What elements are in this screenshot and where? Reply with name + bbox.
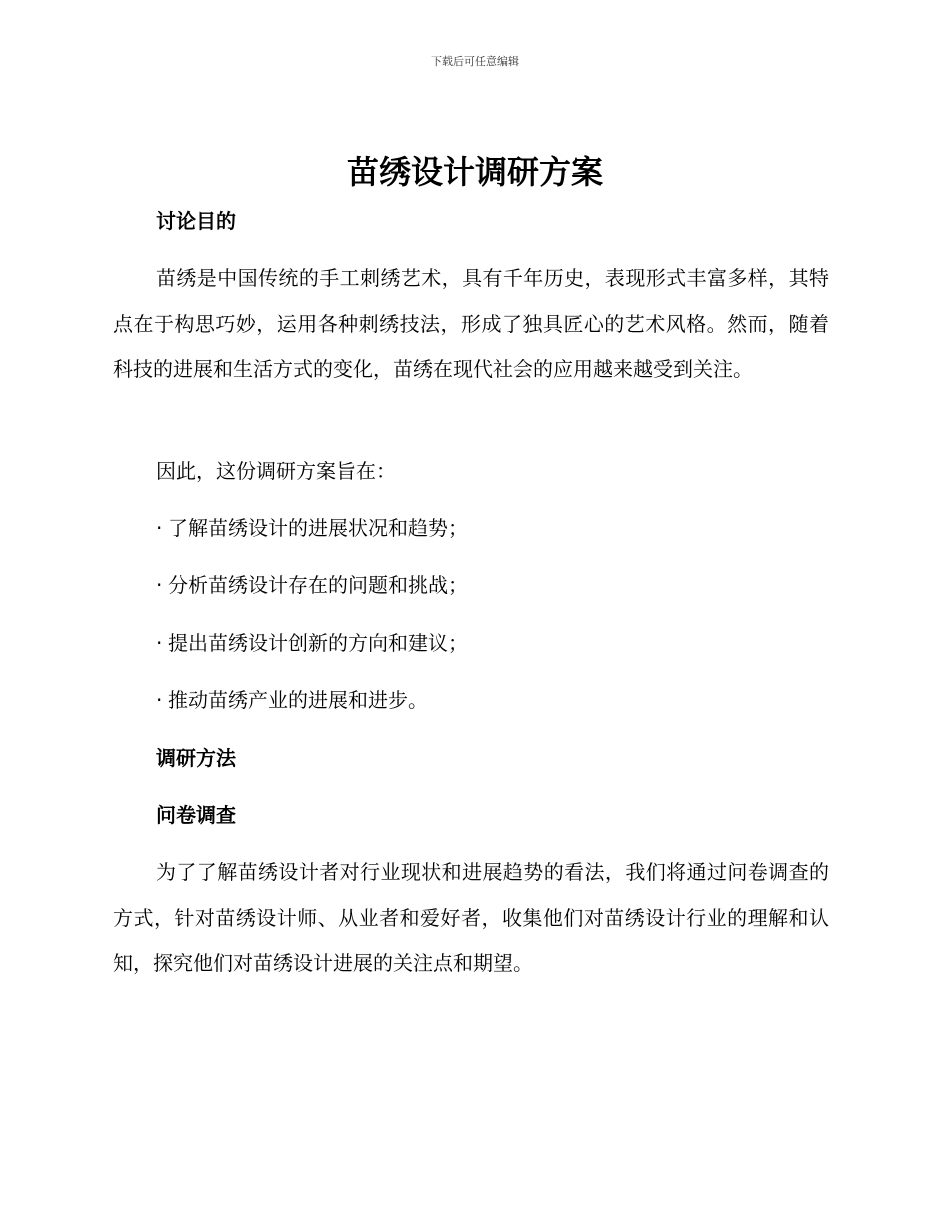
document-title: 苗绣设计调研方案 — [346, 153, 603, 191]
bullet-marker: · — [156, 573, 163, 597]
bullet-text: 了解苗绣设计的进展状况和趋势； — [168, 516, 468, 540]
section-heading-purpose: 讨论目的 — [156, 209, 236, 233]
page-header-note: 下载后可任意编辑 — [431, 55, 519, 68]
bullet-item — [156, 514, 468, 542]
bullet-item — [156, 571, 468, 599]
bullet-marker: · — [156, 516, 163, 540]
bullet-text: 分析苗绣设计存在的问题和挑战； — [168, 573, 468, 597]
purpose-paragraph: 苗绣是中国传统的手工刺绣艺术，具有千年历史，表现形式丰富多样，其特点在于构思巧妙，运用各种刺绣技法，形成了独具匠心的艺术风格。然而，随着科技的进展和生活方式的变化，苗绣在现代社会的应用越来越受到关注。 — [113, 266, 829, 381]
bullet-text: 提出苗绣设计创新的方向和建议； — [168, 631, 468, 655]
section-heading-method: 调研方法 — [156, 746, 236, 770]
questionnaire-paragraph: 为了了解苗绣设计者对行业现状和进展趋势的看法，我们将通过问卷调查的方式，针对苗绣设计师、从业者和爱好者，收集他们对苗绣设计行业的理解和认知，探究他们对苗绣设计进展的关注点和期望。 — [113, 860, 829, 975]
bullet-marker: · — [156, 688, 163, 712]
bullet-text: 推动苗绣产业的进展和进步。 — [168, 688, 428, 712]
purpose-intro: 因此，这份调研方案旨在： — [156, 459, 396, 483]
bullet-item — [156, 686, 428, 714]
bullet-item — [156, 629, 468, 657]
subheading-questionnaire: 问卷调查 — [156, 803, 236, 827]
bullet-marker: · — [156, 631, 163, 655]
